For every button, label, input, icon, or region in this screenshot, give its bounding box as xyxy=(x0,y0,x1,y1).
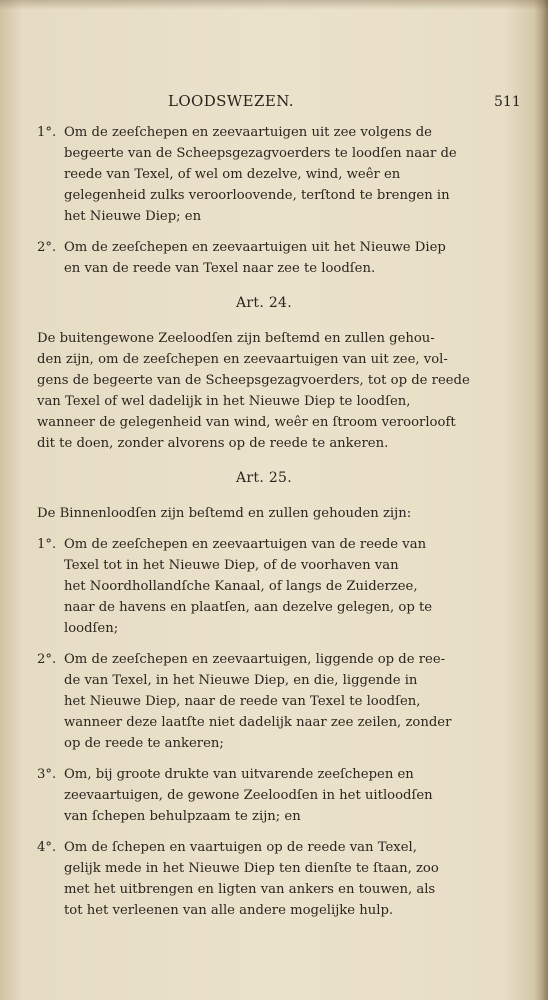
text-line: naar de havens en plaatſen, aan dezelve gelegen, op te xyxy=(64,600,433,615)
text-line: dit te doen, zonder alvorens op de reede te ankeren. xyxy=(37,436,389,451)
item-number: 3°. xyxy=(37,767,57,782)
article-heading: Art. 24. xyxy=(236,295,292,311)
page-number: 511 xyxy=(494,94,521,110)
text-line: begeerte van de Scheepsgezagvoerders te loodſen naar de xyxy=(64,146,457,161)
body-text xyxy=(37,122,491,931)
text-line: Om de ſchepen en vaartuigen op de reede van Texel, xyxy=(64,840,417,855)
text-line: het Nieuwe Diep; en xyxy=(64,209,202,224)
list-item xyxy=(37,122,491,227)
list-item xyxy=(37,534,491,639)
text-line: zeevaartuigen, de gewone Zeeloodſen in het uitloodſen xyxy=(64,788,433,803)
item-number: 4°. xyxy=(37,840,57,855)
text-line: den zijn, om de zeeſchepen en zeevaartuigen van uit zee, vol- xyxy=(37,352,448,367)
text-line: wanneer deze laatſte niet dadelijk naar zee zeilen, zonder xyxy=(64,715,452,730)
running-head xyxy=(0,92,548,116)
text-line: reede van Texel, of wel om dezelve, wind, weêr en xyxy=(64,167,401,182)
list-item xyxy=(37,237,491,279)
text-line: met het uitbrengen en ligten van ankers en touwen, als xyxy=(64,882,436,897)
text-line: de van Texel, in het Nieuwe Diep, en die, liggende in xyxy=(64,673,418,688)
item-number: 1°. xyxy=(37,125,57,140)
text-line: gelijk mede in het Nieuwe Diep ten dienſte te ſtaan, zoo xyxy=(64,861,439,876)
text-line: Om de zeeſchepen en zeevaartuigen uit zee volgens de xyxy=(64,125,432,140)
text-line: tot het verleenen van alle andere mogelijke hulp. xyxy=(64,903,394,918)
text-line: Texel tot in het Nieuwe Diep, of de voorhaven van xyxy=(64,558,399,573)
text-line: De buitengewone Zeeloodſen zijn beſtemd en zullen gehou- xyxy=(37,331,435,346)
article-intro: De Binnenloodſen zijn beſtemd en zullen gehouden zijn: xyxy=(37,506,412,521)
text-line: wanneer de gelegenheid van wind, weêr en ſtroom veroorlooft xyxy=(37,415,456,430)
text-line: het Nieuwe Diep, naar de reede van Texel te loodſen, xyxy=(64,694,421,709)
text-line: gelegenheid zulks veroorloovende, terſtond te brengen in xyxy=(64,188,450,203)
text-line: gens de begeerte van de Scheepsgezagvoerders, tot op de reede xyxy=(37,373,470,388)
article-paragraph xyxy=(37,328,491,454)
text-line: loodſen; xyxy=(64,621,119,636)
running-head-title: LOODSWEZEN. xyxy=(168,92,294,110)
list-item xyxy=(37,764,491,827)
text-line: Om de zeeſchepen en zeevaartuigen van de reede van xyxy=(64,537,427,552)
text-line: van ſchepen behulpzaam te zijn; en xyxy=(64,809,301,824)
list-item xyxy=(37,837,491,921)
page-top-edge xyxy=(0,0,548,10)
text-line: op de reede te ankeren; xyxy=(64,736,224,751)
page-right-edge xyxy=(534,0,548,1000)
article-heading: Art. 25. xyxy=(236,470,292,486)
item-number: 2°. xyxy=(37,652,57,667)
list-item xyxy=(37,649,491,754)
text-line: en van de reede van Texel naar zee te loodſen. xyxy=(64,261,376,276)
item-number: 1°. xyxy=(37,537,57,552)
item-number: 2°. xyxy=(37,240,57,255)
text-line: Om de zeeſchepen en zeevaartuigen uit het Nieuwe Diep xyxy=(64,240,446,255)
text-line: van Texel of wel dadelijk in het Nieuwe Diep te loodſen, xyxy=(37,394,411,409)
text-line: het Noordhollandſche Kanaal, of langs de Zuiderzee, xyxy=(64,579,418,594)
text-line: Om de zeeſchepen en zeevaartuigen, liggende op de ree- xyxy=(64,652,446,667)
text-line: Om, bij groote drukte van uitvarende zeeſchepen en xyxy=(64,767,414,782)
